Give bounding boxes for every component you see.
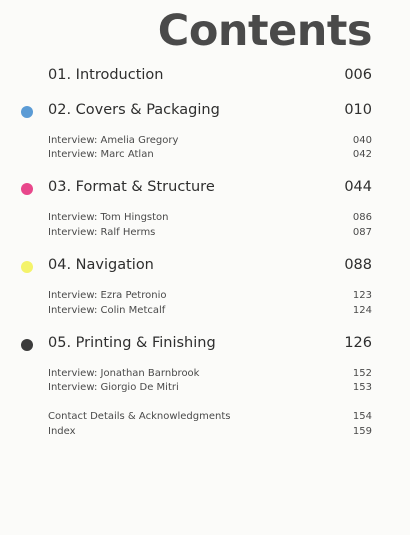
toc-chapter-format-structure[interactable] — [48, 179, 372, 199]
toc-interview-entry[interactable] — [48, 212, 372, 226]
interview-page-number: 153 — [352, 382, 372, 393]
toc-chapter-introduction[interactable] — [48, 67, 372, 87]
toc-contact-acknowledgments[interactable] — [48, 411, 372, 425]
toc-chapter-navigation[interactable] — [48, 257, 372, 277]
interview-label: Interview: Ralf Herms — [48, 227, 156, 238]
chapter-color-dot — [21, 106, 33, 118]
toc-interview-entry[interactable] — [48, 290, 372, 304]
chapter-label: 04. Navigation — [48, 257, 154, 273]
interview-page-number: 042 — [352, 149, 372, 160]
interview-label: Interview: Marc Atlan — [48, 149, 154, 160]
interview-label: Interview: Ezra Petronio — [48, 290, 167, 301]
toc-chapter-printing-finishing[interactable] — [48, 335, 372, 355]
chapter-label: 03. Format & Structure — [48, 179, 215, 195]
chapter-page-number: 044 — [344, 179, 372, 195]
chapter-label: 01. Introduction — [48, 67, 164, 83]
back-matter-page-number: 154 — [352, 411, 372, 422]
interview-label: Interview: Jonathan Barnbrook — [48, 368, 200, 379]
interview-page-number: 040 — [352, 135, 372, 146]
back-matter-label: Index — [48, 426, 76, 437]
interview-page-number: 086 — [352, 212, 372, 223]
interview-label: Interview: Amelia Gregory — [48, 135, 179, 146]
chapter-color-dot — [21, 339, 33, 351]
interview-page-number: 123 — [352, 290, 372, 301]
interview-label: Interview: Giorgio De Mitri — [48, 382, 179, 393]
toc-interview-entry[interactable] — [48, 227, 372, 241]
chapter-page-number: 088 — [344, 257, 372, 273]
chapter-label: 02. Covers & Packaging — [48, 102, 220, 118]
chapter-page-number: 126 — [344, 335, 372, 351]
toc-interview-entry[interactable] — [48, 382, 372, 396]
chapter-page-number: 010 — [344, 102, 372, 118]
back-matter-label: Contact Details & Acknowledgments — [48, 411, 231, 422]
page-title: Contents — [157, 6, 372, 56]
toc-index[interactable] — [48, 426, 372, 440]
toc-chapter-covers-packaging[interactable] — [48, 102, 372, 122]
toc-interview-entry[interactable] — [48, 149, 372, 163]
toc-interview-entry[interactable] — [48, 305, 372, 319]
interview-page-number: 152 — [352, 368, 372, 379]
interview-page-number: 124 — [352, 305, 372, 316]
interview-page-number: 087 — [352, 227, 372, 238]
chapter-color-dot — [21, 183, 33, 195]
chapter-page-number: 006 — [344, 67, 372, 83]
interview-label: Interview: Tom Hingston — [48, 212, 169, 223]
toc-interview-entry[interactable] — [48, 368, 372, 382]
toc-interview-entry[interactable] — [48, 135, 372, 149]
back-matter-page-number: 159 — [352, 426, 372, 437]
chapter-color-dot — [21, 261, 33, 273]
chapter-label: 05. Printing & Finishing — [48, 335, 216, 351]
interview-label: Interview: Colin Metcalf — [48, 305, 166, 316]
